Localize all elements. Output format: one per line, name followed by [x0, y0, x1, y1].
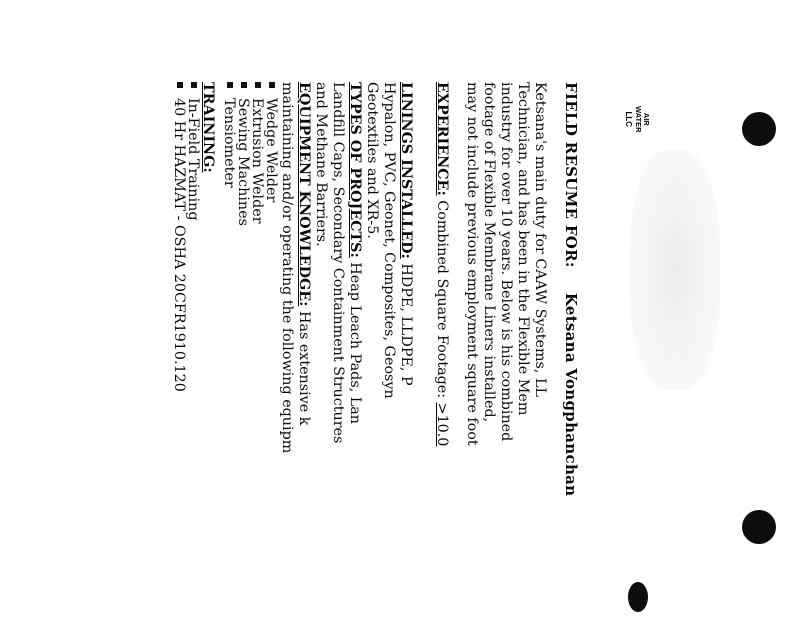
projects-line3: and Methane Barriers. [313, 82, 329, 247]
linings-line2: Hypalon, PVC, Geonet, Composites, Geosyn [381, 82, 397, 399]
bullet-icon [227, 82, 233, 88]
company-logo [624, 106, 650, 133]
list-item: 40 Hr HAZMAT - OSHA 20CFR1910.120 [172, 82, 186, 392]
experience-text: Combined Square Footage: [434, 195, 450, 403]
linings-heading: LININGS INSTALLED: [398, 82, 414, 259]
bullet-icon [191, 82, 197, 88]
intro-line: industry for over 10 years. Below is his combined [498, 82, 514, 442]
intro-line: footage of Flexible Membrane Liners installed, [481, 82, 497, 423]
logo-line-3: LLC [624, 111, 633, 128]
list-item: Wedge Welder [264, 82, 278, 226]
projects-line1: Heap Leach Pads, Lan [347, 257, 363, 424]
resume-title-name: Ketsana Vongphanchan [562, 292, 580, 497]
training-section [199, 82, 216, 173]
list-item: Sewing Machines [236, 82, 250, 226]
projects-line2: Landfill Caps, Secondary Containment Structures [330, 82, 346, 444]
experience-value: >10.0 [434, 402, 450, 447]
list-item: In-Field Training [186, 82, 200, 392]
linings-section [363, 82, 414, 399]
equipment-section [278, 82, 312, 453]
logo-line-1: AIR [642, 112, 651, 126]
intro-line: Technician, and has been in the Flexible Mem [515, 82, 531, 416]
equipment-heading: EQUIPMENT KNOWLEDGE: [296, 82, 312, 307]
training-heading: TRAINING: [200, 82, 216, 173]
experience-section [433, 82, 450, 446]
list-item: Tensiometer [222, 82, 236, 226]
resume-title-label: FIELD RESUME FOR: [562, 82, 580, 268]
linings-line1: HDPE, LLDPE, P [398, 258, 414, 386]
intro-paragraph [463, 82, 548, 446]
equipment-line1: Has extensive k [296, 306, 312, 426]
logo-line-2: WATER [634, 106, 643, 133]
projects-section [312, 82, 363, 443]
resume-title [562, 82, 580, 496]
equipment-line2: maintaining and/or operating the following equipm [279, 82, 295, 454]
linings-line3: Geotextiles and XR-5. [364, 82, 380, 239]
training-list [172, 82, 200, 392]
projects-heading: TYPES OF PROJECTS: [347, 82, 363, 258]
bullet-icon [177, 82, 183, 88]
bullet-icon [255, 82, 261, 88]
intro-line: Ketsana's main duty for CAAW Systems, LL [532, 82, 548, 397]
bullet-icon [241, 82, 247, 88]
equipment-list [222, 82, 278, 226]
experience-heading: EXPERIENCE: [434, 82, 450, 196]
list-item: Extrusion Welder [250, 82, 264, 226]
intro-line: may not include previous employment square foot [464, 82, 480, 446]
bullet-icon [269, 82, 275, 88]
